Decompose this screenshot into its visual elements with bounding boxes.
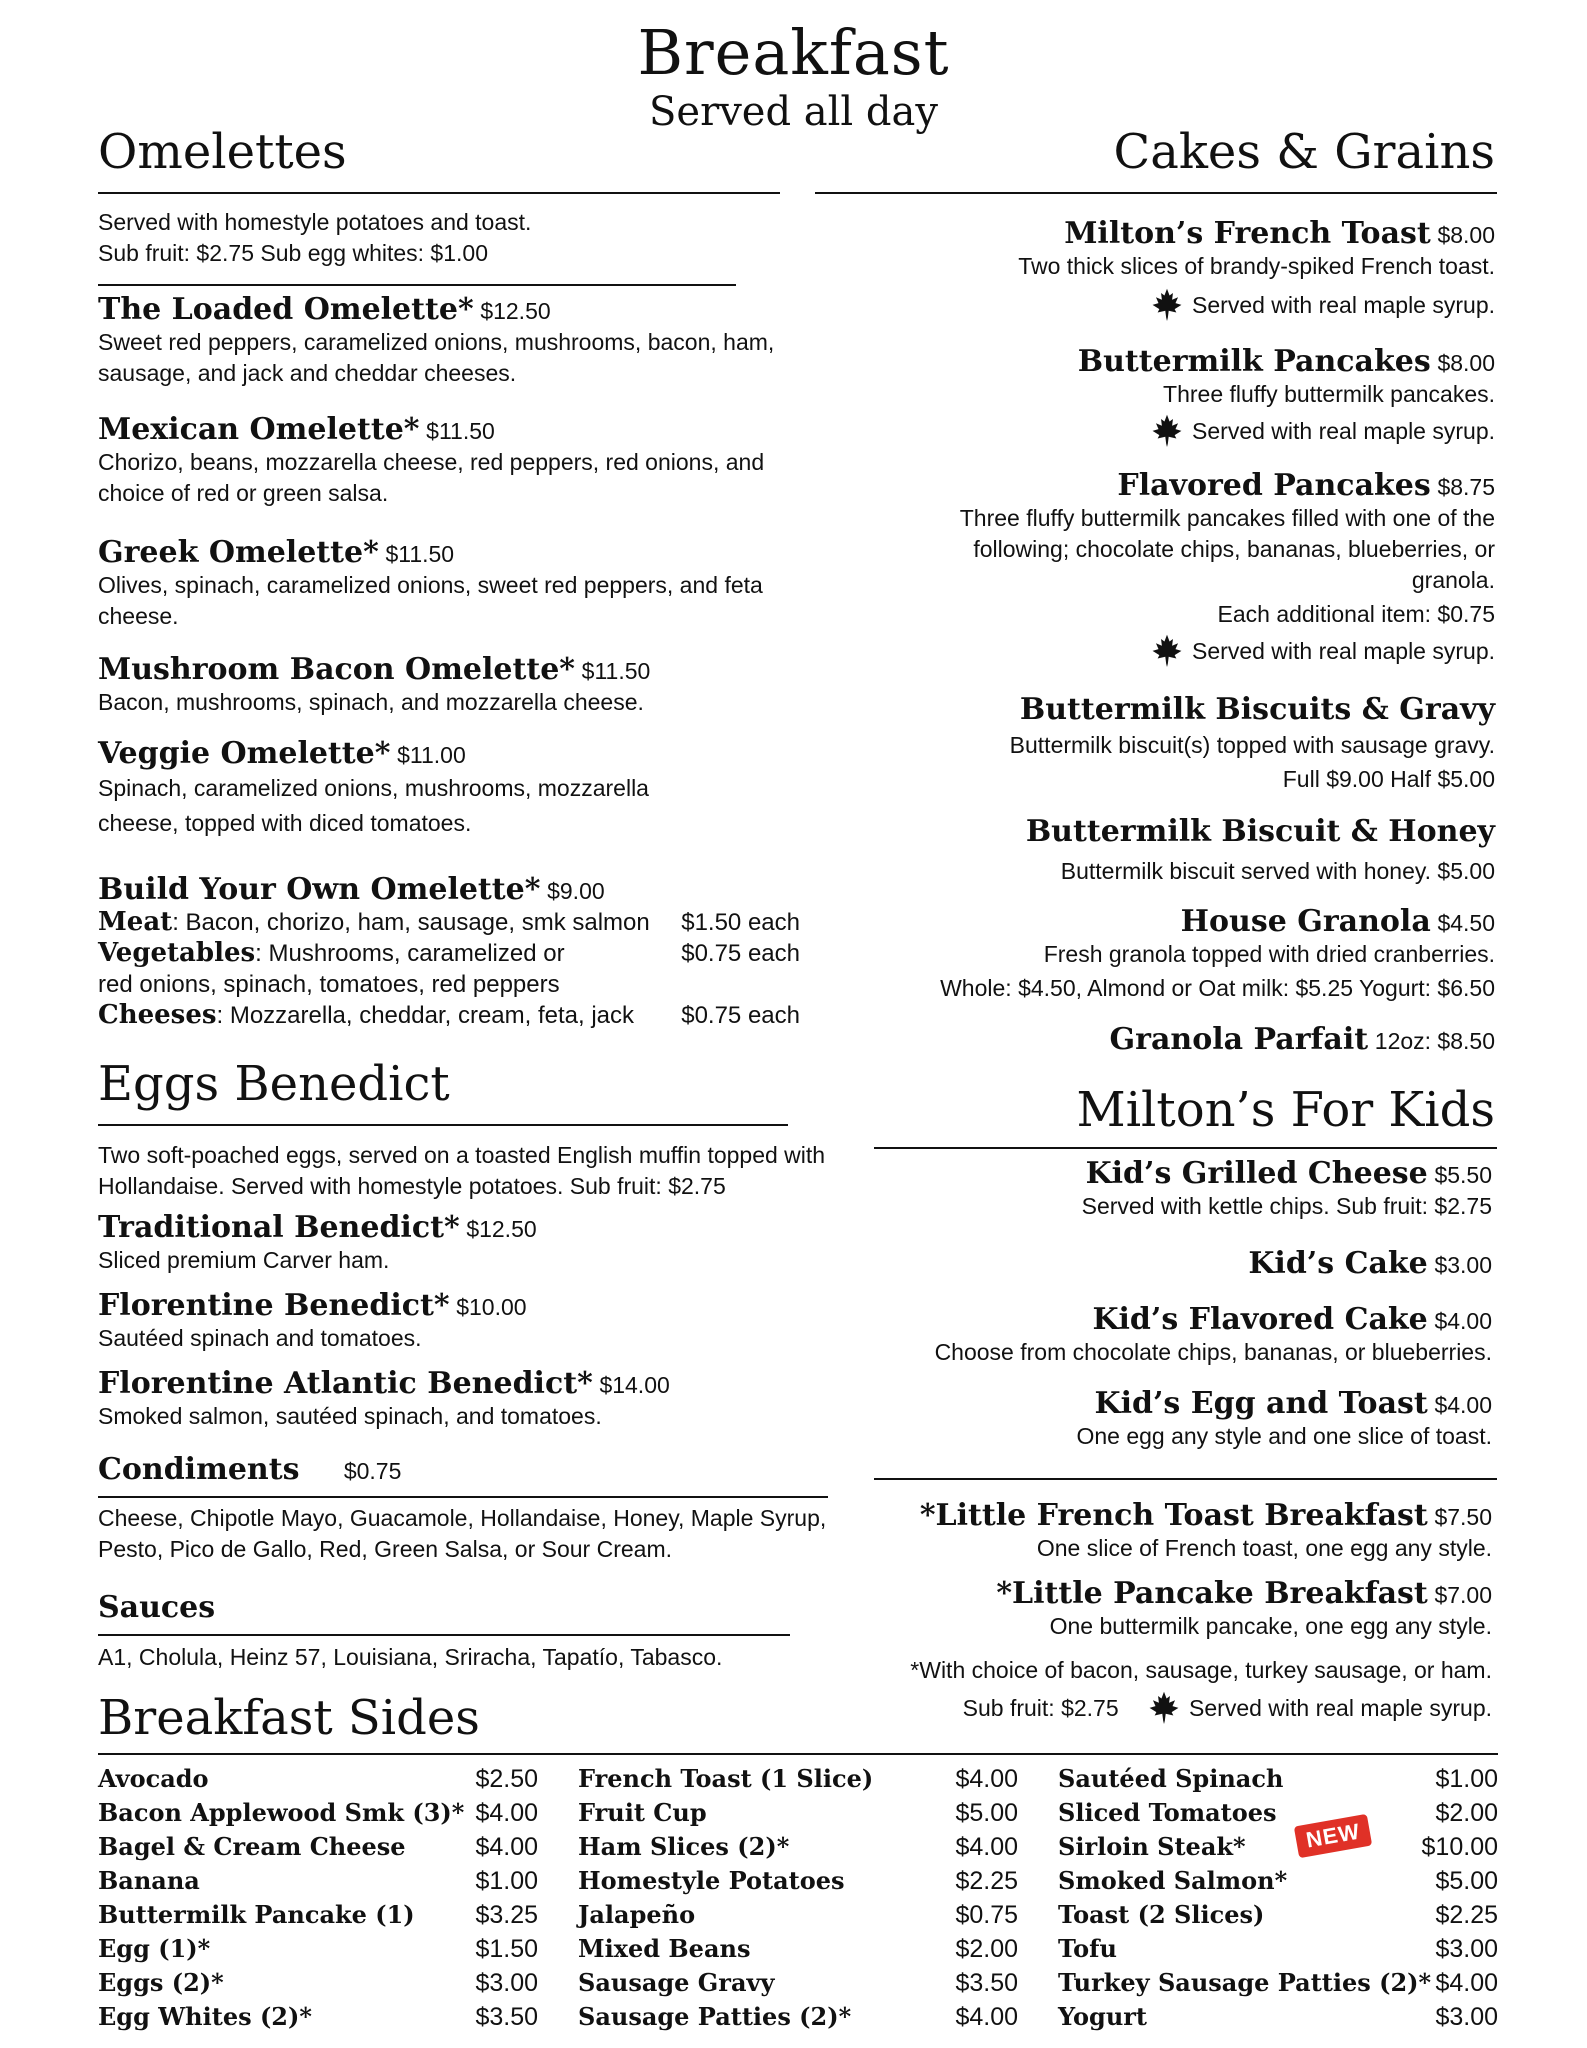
subfruit: Sub fruit: $2.75 [962, 1695, 1119, 1721]
side-item [98, 1796, 538, 1830]
menu-item [98, 537, 798, 632]
item-extra: Whole: $4.50, Almond or Oat milk: $5.25 Yogurt: $6.50 [940, 975, 1495, 1001]
kids-title: Milton’s For Kids [1076, 1082, 1495, 1138]
sides-title: Breakfast Sides [98, 1690, 480, 1746]
menu-item [830, 1500, 1492, 1564]
side-name: Toast (2 Slices) [1058, 1900, 1265, 1929]
menu-item [830, 218, 1495, 321]
menu-item [830, 1158, 1492, 1222]
maple-leaf-icon [1147, 1690, 1181, 1724]
side-price: $10.00 [1421, 1833, 1498, 1861]
side-item [578, 1762, 1018, 1796]
side-item [98, 1932, 538, 1966]
sides-column [98, 1762, 538, 2034]
side-item [1058, 2000, 1498, 2034]
item-price: $8.00 [1437, 350, 1495, 376]
side-price: $3.50 [475, 2003, 538, 2031]
byo-options: : Bacon, chorizo, ham, sausage, smk salmon [172, 909, 650, 936]
side-name: Sautéed Spinach [1058, 1764, 1284, 1793]
item-desc: Three fluffy buttermilk pancakes. [1163, 381, 1495, 407]
side-name: Ham Slices (2)* [578, 1832, 790, 1861]
side-item [578, 1966, 1018, 2000]
side-price: $4.00 [475, 1833, 538, 1861]
maple-leaf-icon [1150, 287, 1184, 321]
side-name: Jalapeño [578, 1900, 696, 1929]
maple-note: Served with real maple syrup. [1192, 292, 1495, 318]
side-item [578, 1830, 1018, 1864]
divider [815, 192, 1497, 194]
item-price: $7.50 [1434, 1504, 1492, 1530]
omelettes-title: Omelettes [98, 124, 347, 180]
item-price: $4.00 [1434, 1308, 1492, 1334]
divider [98, 192, 780, 194]
maple-leaf-icon [1150, 633, 1184, 667]
condiments-list: Cheese, Chipotle Mayo, Guacamole, Hollandaise, Honey, Maple Syrup, Pesto, Pico de Gallo, Red, Green Salsa, or Sour Cream. [98, 1505, 827, 1562]
sides-column [1058, 1762, 1498, 2034]
item-name: Buttermilk Biscuits & Gravy [1019, 692, 1495, 727]
divider [98, 284, 736, 286]
divider [98, 1634, 790, 1636]
side-name: Fruit Cup [578, 1798, 707, 1827]
side-name: Yogurt [1058, 2002, 1148, 2031]
item-name: Granola Parfait [1109, 1022, 1369, 1057]
side-name: French Toast (1 Slice) [578, 1764, 874, 1793]
side-item [1058, 1932, 1498, 1966]
item-desc: Buttermilk biscuit(s) topped with sausage gravy. [1009, 732, 1495, 758]
menu-item [98, 1290, 798, 1354]
side-price: $5.00 [1435, 1867, 1498, 1895]
side-item [98, 1966, 538, 2000]
side-price: $4.00 [955, 1765, 1018, 1793]
side-item [1058, 1796, 1498, 1830]
item-name: Veggie Omelette* [98, 736, 391, 771]
side-item [1058, 1762, 1498, 1796]
side-item [1058, 1864, 1498, 1898]
side-price: $5.00 [955, 1799, 1018, 1827]
menu-item [830, 1578, 1492, 1642]
menu-item [830, 1024, 1495, 1057]
cakes-title: Cakes & Grains [1113, 124, 1495, 180]
item-desc: Choose from chocolate chips, bananas, or blueberries. [934, 1339, 1492, 1365]
item-price: $5.50 [1434, 1162, 1492, 1188]
item-desc: One slice of French toast, one egg any style. [1036, 1535, 1492, 1561]
item-price: $7.00 [1434, 1582, 1492, 1608]
item-price: $11.00 [397, 742, 466, 768]
condiments-title [98, 1452, 401, 1487]
item-desc: Spinach, caramelized onions, mushrooms, mozzarella cheese, topped with diced tomatoes. [98, 775, 649, 836]
item-desc: Sautéed spinach and tomatoes. [98, 1325, 422, 1351]
side-item [578, 1932, 1018, 1966]
item-name: Mushroom Bacon Omelette* [98, 652, 575, 687]
sauces-title: Sauces [98, 1590, 216, 1625]
item-extra: Full $9.00 Half $5.00 [1282, 766, 1495, 792]
side-name: Bagel & Cream Cheese [98, 1832, 406, 1861]
side-price: $3.00 [475, 1969, 538, 1997]
item-price: $14.00 [599, 1372, 670, 1398]
side-name: Turkey Sausage Patties (2)* [1058, 1968, 1432, 1997]
maple-note: Served with real maple syrup. [1189, 1695, 1492, 1721]
item-name: Build Your Own Omelette* [98, 872, 541, 907]
menu-item [830, 1248, 1492, 1281]
side-price: $2.25 [1435, 1901, 1498, 1929]
omelettes-note-line: Sub fruit: $2.75 Sub egg whites: $1.00 [98, 240, 488, 266]
menu-item [98, 738, 658, 841]
side-price: $2.50 [475, 1765, 538, 1793]
side-name: Mixed Beans [578, 1934, 751, 1963]
side-name: Egg Whites (2)* [98, 2002, 312, 2031]
sauces-list: A1, Cholula, Heinz 57, Louisiana, Sriracha, Tapatío, Tabasco. [98, 1644, 723, 1670]
side-name: Smoked Salmon* [1058, 1866, 1288, 1895]
side-item [578, 2000, 1018, 2034]
item-name: Mexican Omelette* [98, 412, 420, 447]
side-price: $4.00 [1435, 1969, 1498, 1997]
item-name: Florentine Atlantic Benedict* [98, 1366, 593, 1401]
side-item [98, 1762, 538, 1796]
menu-item [910, 470, 1495, 667]
side-item [98, 2000, 538, 2034]
side-name: Sirloin Steak* [1058, 1832, 1246, 1861]
byo-options: : Mozzarella, cheddar, cream, feta, jack [216, 1002, 635, 1029]
side-price: $1.00 [1435, 1765, 1498, 1793]
side-price: $3.25 [475, 1901, 538, 1929]
item-price: $11.50 [385, 541, 455, 567]
item-price: $8.75 [1437, 474, 1495, 500]
side-name: Bacon Applewood Smk (3)* [98, 1798, 465, 1827]
item-desc: Fresh granola topped with dried cranberries. [1043, 941, 1495, 967]
side-price: $0.75 [955, 1901, 1018, 1929]
byo-price: $0.75 each [681, 940, 800, 967]
item-price: $4.50 [1437, 910, 1495, 936]
byo-label: Meat [98, 907, 173, 937]
side-item [1058, 1898, 1498, 1932]
item-desc: Olives, spinach, caramelized onions, sweet red peppers, and feta cheese. [98, 572, 763, 629]
item-name: House Granola [1180, 904, 1431, 939]
menu-item [830, 1388, 1492, 1452]
side-price: $1.00 [475, 1867, 538, 1895]
side-name: Eggs (2)* [98, 1968, 224, 1997]
item-price: $12.50 [480, 298, 551, 324]
side-name: Banana [98, 1866, 200, 1895]
divider [874, 1147, 1497, 1149]
item-desc: Served with kettle chips. Sub fruit: $2.75 [1081, 1193, 1492, 1219]
item-name: Buttermilk Pancakes [1077, 344, 1431, 379]
item-name: Kid’s Cake [1248, 1246, 1428, 1281]
divider [874, 1478, 1497, 1480]
menu-item [830, 816, 1495, 887]
side-price: $2.25 [955, 1867, 1018, 1895]
menu-item [98, 1212, 798, 1276]
byo-label: Vegetables [98, 938, 256, 968]
item-desc: Sweet red peppers, caramelized onions, mushrooms, bacon, ham, sausage, and jack and cheddar cheeses. [98, 329, 775, 386]
item-name: Traditional Benedict* [98, 1210, 460, 1245]
byo-price: $1.50 each [681, 909, 800, 936]
side-price: $2.00 [1435, 1799, 1498, 1827]
side-item [98, 1864, 538, 1898]
menu-item [98, 414, 798, 509]
item-price: 12oz: $8.50 [1374, 1028, 1495, 1054]
item-price: $12.50 [466, 1216, 537, 1242]
condiments-price: $0.75 [343, 1458, 402, 1484]
side-item [1058, 1966, 1498, 2000]
menu-item [98, 654, 798, 718]
side-price: $2.00 [955, 1935, 1018, 1963]
new-badge: NEW [1294, 1814, 1373, 1858]
item-price: $8.00 [1437, 222, 1495, 248]
omelettes-note [98, 207, 798, 269]
condiments-label: Condiments [98, 1452, 300, 1487]
byo-meat [98, 907, 800, 938]
byo-label: Cheeses [98, 1000, 217, 1030]
menu-item [800, 906, 1495, 1004]
item-name: Flavored Pancakes [1117, 468, 1431, 503]
side-price: $3.50 [955, 1969, 1018, 1997]
side-name: Avocado [98, 1764, 209, 1793]
maple-note: Served with real maple syrup. [1192, 418, 1495, 444]
item-price: $11.50 [581, 658, 651, 684]
item-price: $3.00 [1434, 1252, 1492, 1278]
side-price: $3.00 [1435, 1935, 1498, 1963]
side-price: $4.00 [475, 1799, 538, 1827]
item-name: Kid’s Flavored Cake [1092, 1302, 1428, 1337]
item-name: Florentine Benedict* [98, 1288, 450, 1323]
menu-item [830, 1304, 1492, 1368]
kids-footnote: *With choice of bacon, sausage, turkey sausage, or ham. [910, 1657, 1492, 1683]
item-desc: Bacon, mushrooms, spinach, and mozzarella cheese. [98, 689, 644, 715]
side-item [98, 1830, 538, 1864]
item-price: $9.00 [547, 878, 605, 904]
divider [98, 1124, 788, 1126]
menu-item [830, 346, 1495, 447]
benedict-title: Eggs Benedict [98, 1056, 450, 1112]
byo-cheeses [98, 1000, 800, 1031]
menu-item [830, 694, 1495, 795]
side-item [578, 1864, 1018, 1898]
divider [98, 1753, 1498, 1755]
byo-options: : Mushrooms, caramelized or [255, 940, 565, 967]
side-item [578, 1796, 1018, 1830]
byo-price: $0.75 each [681, 1002, 800, 1029]
side-name: Sliced Tomatoes [1058, 1798, 1277, 1827]
byo-options: red onions, spinach, tomatoes, red peppers [98, 971, 560, 998]
item-desc: One buttermilk pancake, one egg any style. [1049, 1613, 1492, 1639]
item-name: The Loaded Omelette* [98, 292, 474, 327]
side-name: Tofu [1058, 1934, 1117, 1963]
sides-grid [98, 1762, 1498, 2034]
maple-note: Served with real maple syrup. [1192, 638, 1495, 664]
item-name: Buttermilk Biscuit & Honey [1025, 814, 1495, 849]
item-price: $11.50 [426, 418, 495, 444]
item-extra: Each additional item: $0.75 [1217, 601, 1495, 627]
menu-item [98, 1368, 798, 1432]
byo-vegetables [98, 938, 800, 969]
omelettes-note-line: Served with homestyle potatoes and toast. [98, 209, 532, 235]
item-name: Milton’s French Toast [1064, 216, 1431, 251]
maple-leaf-icon [1150, 413, 1184, 447]
item-name: Kid’s Egg and Toast [1094, 1386, 1428, 1421]
side-name: Sausage Patties (2)* [578, 2002, 852, 2031]
side-item [98, 1898, 538, 1932]
side-price: $3.00 [1435, 2003, 1498, 2031]
item-price: $4.00 [1434, 1392, 1492, 1418]
page-title: Breakfast [637, 16, 950, 89]
side-name: Egg (1)* [98, 1934, 211, 1963]
item-name: Kid’s Grilled Cheese [1085, 1156, 1428, 1191]
maple-line [830, 287, 1495, 321]
item-desc: Three fluffy buttermilk pancakes filled with one of the following; chocolate chips, bananas, blueberries, or granola. [959, 505, 1495, 593]
item-name: *Little French Toast Breakfast [919, 1498, 1428, 1533]
item-desc: Smoked salmon, sautéed spinach, and tomatoes. [98, 1403, 602, 1429]
item-desc: Buttermilk biscuit served with honey. $5.00 [1060, 858, 1495, 884]
side-price: $1.50 [475, 1935, 538, 1963]
divider [98, 1496, 828, 1498]
benedict-note: Two soft-poached eggs, served on a toasted English muffin topped with Hollandaise. Served with homestyle potatoes. Sub fruit: $2.75 [98, 1142, 826, 1199]
side-name: Sausage Gravy [578, 1968, 775, 1997]
item-price: $10.00 [456, 1294, 527, 1320]
page-subtitle: Served all day [649, 89, 938, 135]
side-name: Buttermilk Pancake (1) [98, 1900, 415, 1929]
kids-subfruit-line [800, 1690, 1492, 1724]
side-item [1058, 1830, 1498, 1864]
sides-column [578, 1762, 1018, 2034]
side-item [578, 1898, 1018, 1932]
side-name: Homestyle Potatoes [578, 1866, 845, 1895]
build-your-own [98, 874, 800, 1031]
item-desc: Chorizo, beans, mozzarella cheese, red peppers, red onions, and choice of red or green salsa. [98, 449, 765, 506]
maple-line [830, 413, 1495, 447]
item-desc: One egg any style and one slice of toast. [1076, 1423, 1492, 1449]
item-desc: Sliced premium Carver ham. [98, 1247, 390, 1273]
item-desc: Two thick slices of brandy-spiked French toast. [1018, 253, 1495, 279]
maple-line [910, 633, 1495, 667]
side-price: $4.00 [955, 1833, 1018, 1861]
item-name: Greek Omelette* [98, 535, 379, 570]
item-name: *Little Pancake Breakfast [996, 1576, 1428, 1611]
menu-item [98, 294, 798, 389]
side-price: $4.00 [955, 2003, 1018, 2031]
